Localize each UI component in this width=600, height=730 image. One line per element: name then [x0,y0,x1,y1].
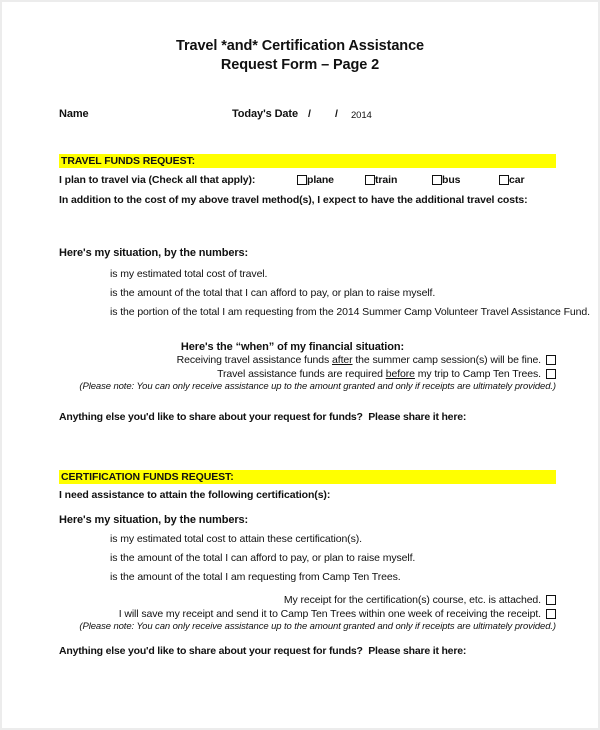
checkbox-receipt-attached[interactable] [546,595,556,605]
underlined-word: before [385,368,415,380]
certification-numbers-header: Here's my situation, by the numbers: [59,514,249,526]
form-title [2,37,598,75]
date-year: 2014 [351,110,372,121]
checkbox-car[interactable] [499,175,509,185]
receipt-option-send [59,608,556,620]
travel-option-plane [297,174,334,186]
certification-note: (Please note: You can only receive assistance up to the amount granted and only if receipts are ultimately provided.) [79,621,556,632]
form-title-line1: Travel *and* Certification Assistance [176,38,424,54]
when-option-before [59,368,556,380]
travel-numbers-header: Here's my situation, by the numbers: [59,247,249,259]
receipt-send-text: I will save my receipt and send it to Camp Ten Trees within one week of receiving the receipt. [118,608,541,620]
travel-via-label: I plan to travel via (Check all that apply): [59,174,256,186]
checkbox-plane-label: plane [307,174,334,186]
travel-note: (Please note: You can only receive assistance up to the amount granted and only if receipts are ultimately provided.) [79,381,556,392]
travel-numbers-line: is the amount of the total that I can afford to pay, or plan to raise myself. [110,287,436,299]
checkbox-train[interactable] [365,175,375,185]
checkbox-bus-label: bus [442,174,461,186]
checkbox-bus[interactable] [432,175,442,185]
date-separator: / [308,108,311,120]
checkbox-receipt-send[interactable] [546,609,556,619]
travel-option-car [499,174,524,186]
receipt-attached-text: My receipt for the certification(s) course, etc. is attached. [283,594,541,606]
certification-numbers-line: is the amount of the total I am requesting from Camp Ten Trees. [110,571,401,583]
travel-numbers-line: is the portion of the total I am requesting from the 2014 Summer Camp Volunteer Travel Assistance Fund. [110,306,590,318]
underlined-word: after [332,354,353,366]
certification-funds-section-header: CERTIFICATION FUNDS REQUEST: [59,470,556,484]
checkbox-after-session[interactable] [546,355,556,365]
receipt-option-attached [59,594,556,606]
when-header: Here's the “when” of my financial situation: [180,341,405,353]
form-title-line2: Request Form – Page 2 [220,57,380,73]
checkbox-plane[interactable] [297,175,307,185]
travel-share-prompt: Anything else you'd like to share about your request for funds? Please share it here: [59,411,467,423]
checkbox-car-label: car [509,174,525,186]
travel-funds-section-header: TRAVEL FUNDS REQUEST: [59,154,556,168]
when-option-after [59,354,556,366]
certification-share-prompt: Anything else you'd like to share about your request for funds? Please share it here: [59,645,467,657]
when-option-after-text: Receiving travel assistance funds after the summer camp session(s) will be fine. [176,354,541,366]
when-option-before-text: Travel assistance funds are required before my trip to Camp Ten Trees. [217,368,541,380]
travel-option-bus [432,174,460,186]
certification-numbers-line: is my estimated total cost to attain these certification(s). [110,533,362,545]
checkbox-train-label: train [375,174,398,186]
todays-date-label: Today's Date [232,108,299,120]
travel-option-train [365,174,397,186]
travel-numbers-line: is my estimated total cost of travel. [110,268,268,280]
name-label: Name [59,108,89,120]
date-separator: / [335,108,338,120]
additional-costs-label: In addition to the cost of my above travel method(s), I expect to have the additional travel costs: [59,194,528,206]
travel-via-row [59,174,556,187]
certification-numbers-line: is the amount of the total I can afford to pay, or plan to raise myself. [110,552,416,564]
certification-assistance-label: I need assistance to attain the following certification(s): [59,489,331,501]
checkbox-before-trip[interactable] [546,369,556,379]
